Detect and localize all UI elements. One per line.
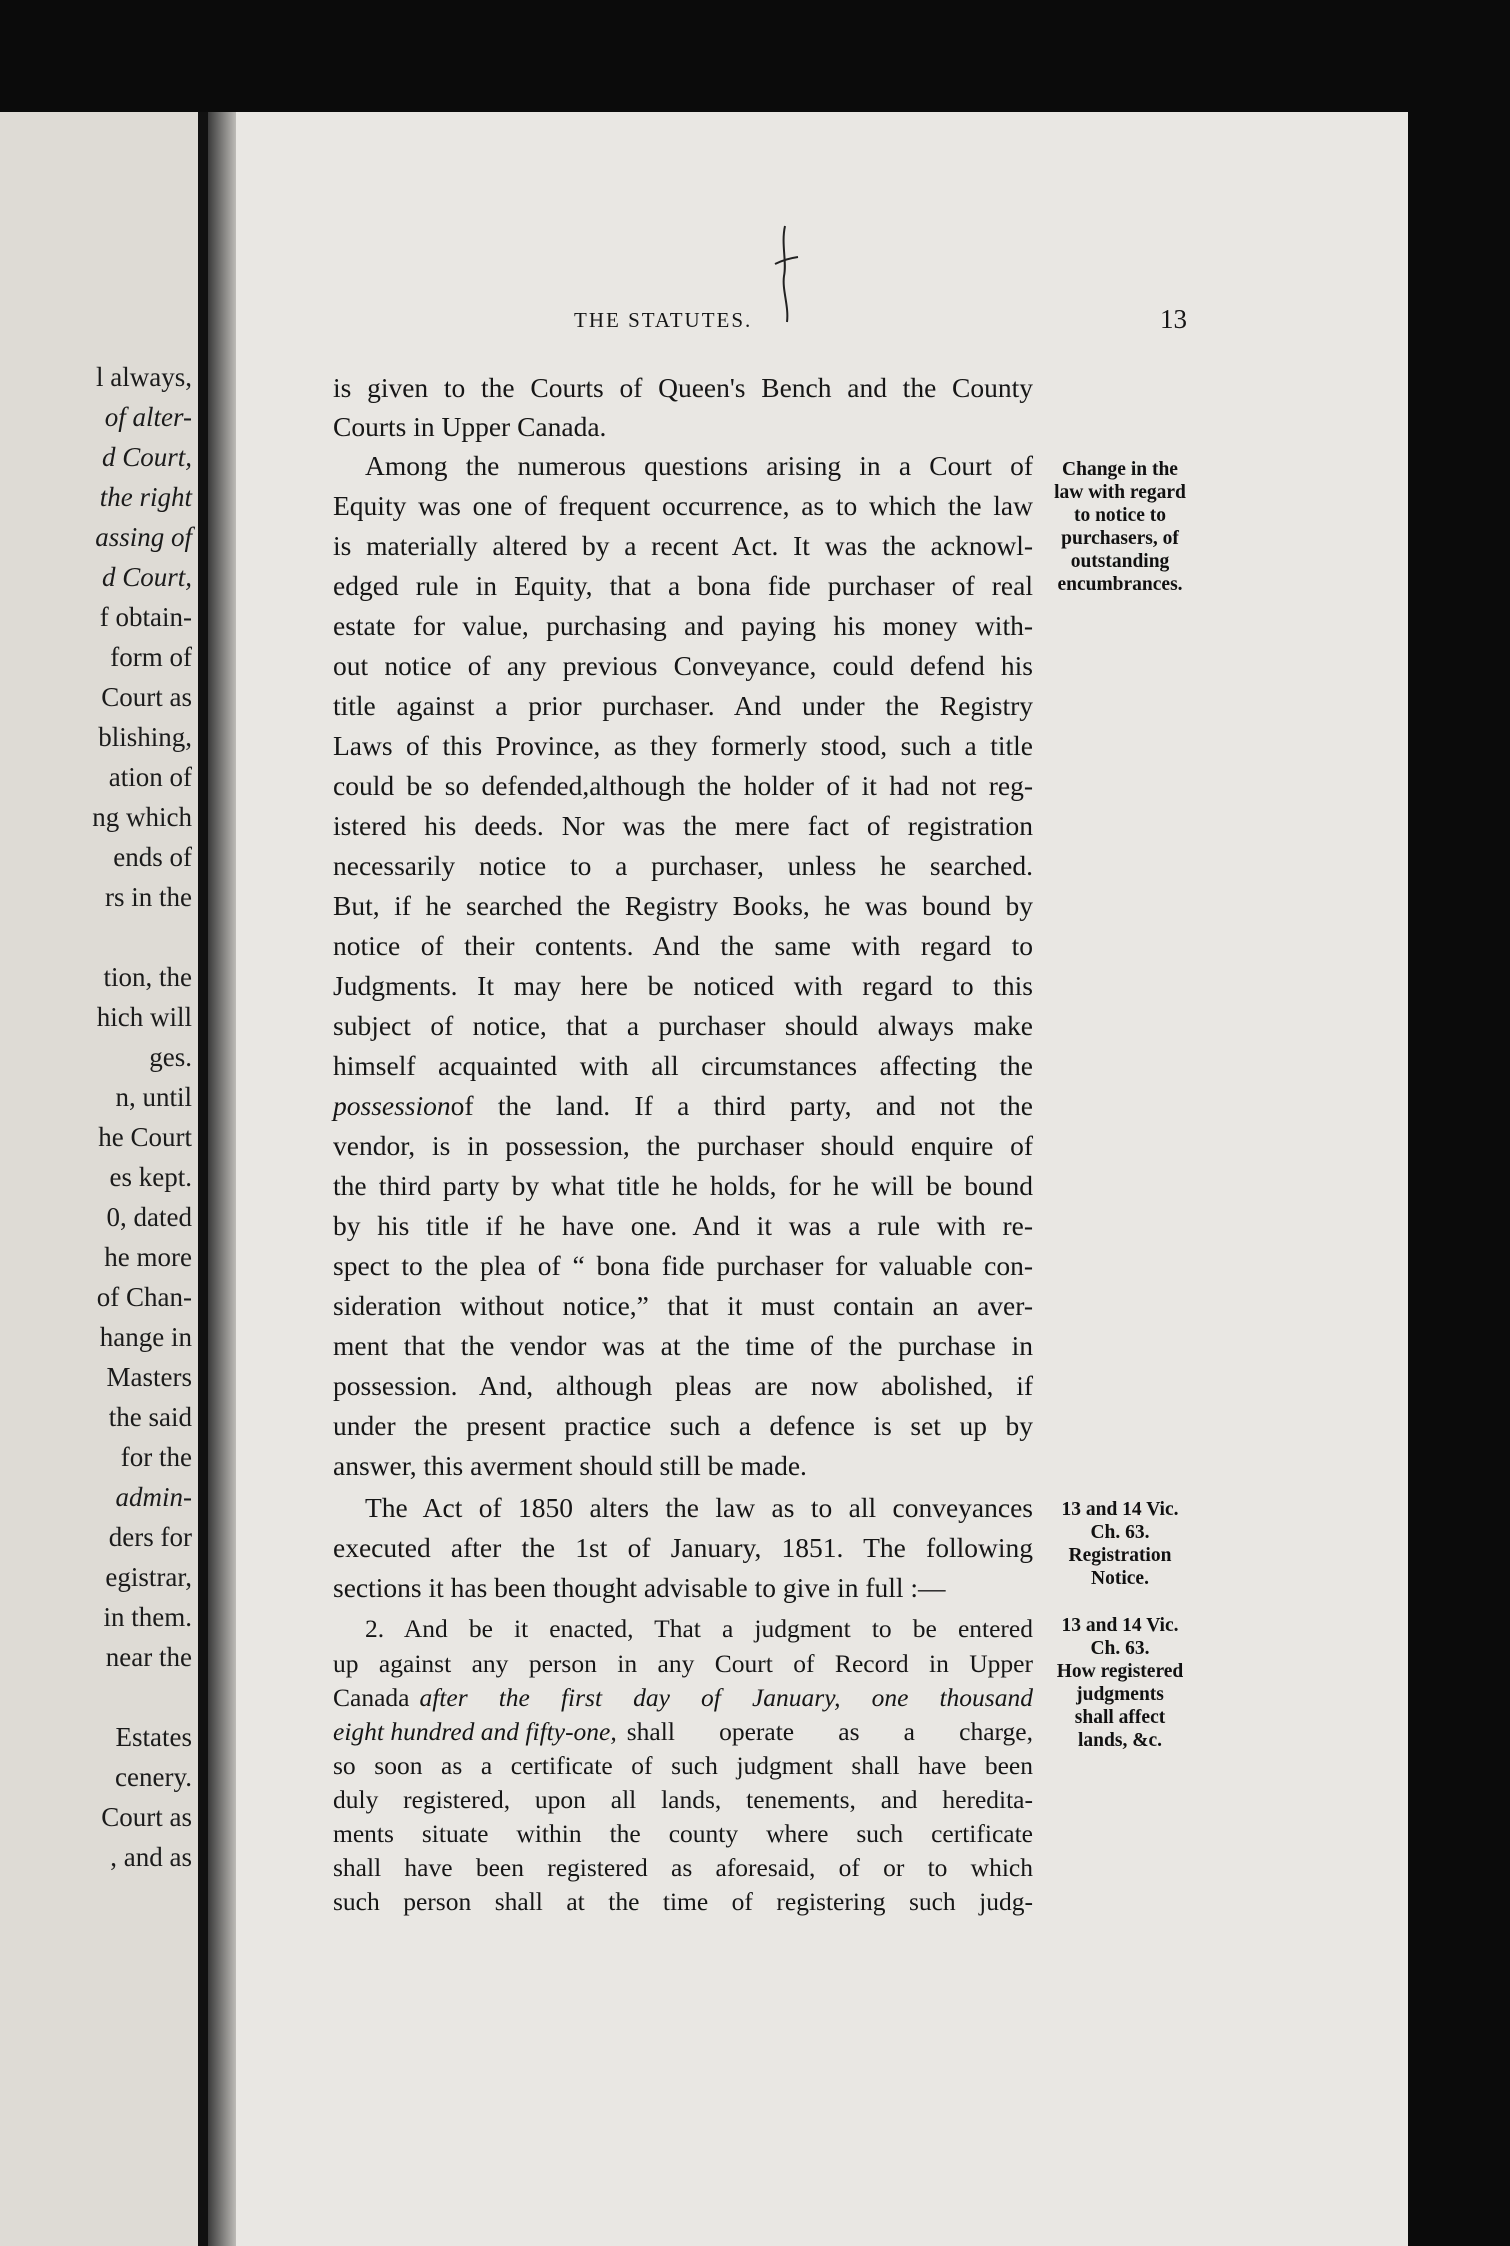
left-page-line: rs in the [105,882,192,912]
body-line: Courts in Upper Canada. [333,411,607,442]
section-line: such person shall at the time of registering such judg- [333,1887,1033,1916]
body-line: answer, this averment should still be made. [333,1450,807,1481]
body-line: The Act of 1850 alters the law as to all conveyances [365,1492,1033,1523]
left-page-line: ng which [92,802,192,832]
left-page-line: cenery. [115,1762,192,1792]
margin-note [1040,1498,1200,1590]
left-page-line: in them. [103,1602,192,1632]
body-line: necessarily notice to a purchaser, unless he searched. [333,850,1033,881]
body-line: But, if he searched the Registry Books, he was bound by [333,890,1033,921]
left-page-line: d Court, [101,442,192,472]
margin-note-line: encumbrances. [1057,574,1183,595]
body-line: out notice of any previous Conveyance, could defend his [333,650,1033,681]
section-line: up against any person in any Court of Record in Upper [333,1649,1033,1678]
left-page-line: the right [99,482,192,512]
body-line: estate for value, purchasing and paying his money with- [333,610,1033,641]
body-line: executed after the 1st of January, 1851. The following [333,1532,1033,1563]
left-page-line: the said [108,1402,192,1432]
left-page-line: ges. [149,1042,192,1072]
body-line: is given to the Courts of Queen's Bench and the County [333,372,1033,403]
margin-note-line: Ch. 63. [1090,1638,1150,1659]
left-page-line: he more [104,1242,192,1272]
left-page-line: d Court, [101,562,192,592]
left-page-line: blishing, [98,722,192,752]
body-line: istered his deeds. Nor was the mere fact of registration [333,810,1033,841]
margin-note-line: law with regard [1054,482,1186,503]
body-line: ment that the vendor was at the time of the purchase in [333,1330,1033,1361]
scan-background [1408,112,1510,2246]
body-line: edged rule in Equity, that a bona fide purchaser of real [333,570,1033,601]
body-line: possession. And, although pleas are now abolished, if [333,1370,1033,1401]
section-text: shall operate as a charge, [626,1717,1033,1746]
left-page-line: tion, the [103,962,192,992]
margin-note [1040,1614,1200,1752]
left-page-line: ders for [108,1522,192,1552]
left-page-line: f obtain- [99,602,192,632]
body-line: Equity was one of frequent occurrence, as to which the law [333,490,1033,521]
body-line: by his title if he have one. And it was a rule with re- [333,1210,1033,1241]
body-line: subject of notice, that a purchaser should always make [333,1010,1033,1041]
left-page-line: Court as [101,682,192,712]
section-text: Canada [333,1683,410,1712]
body-line: sections it has been thought advisable to give in full :— [333,1572,946,1603]
left-page-line: , and as [110,1842,192,1872]
body-line: is materially altered by a recent Act. It was the acknowl- [333,530,1033,561]
body-line: spect to the plea of “ bona fide purchaser for valuable con- [333,1250,1033,1281]
margin-note-line: judgments [1076,1684,1164,1705]
left-page-line: hich will [96,1002,192,1032]
left-page-line: he Court [98,1122,192,1152]
left-page-fragment [0,112,198,2246]
body-line: Laws of this Province, as they formerly stood, such a title [333,730,1033,761]
left-page-line: 0, dated [106,1202,192,1232]
margin-note-line: Registration [1068,1545,1172,1566]
pen-mark-icon [771,224,801,324]
left-page-line: admin- [115,1482,192,1512]
section-line [333,1717,1033,1747]
margin-note-line: to notice to [1073,505,1167,526]
page-number: 13 [1160,304,1187,334]
margin-note-line: shall affect [1074,1707,1166,1728]
body-line [333,1090,1033,1122]
left-page-line: of alter- [104,402,192,432]
section-line [333,1683,1033,1713]
margin-note-line: lands, &c. [1078,1730,1162,1751]
section-line: ments situate within the county where such certificate [333,1819,1033,1848]
body-line-rest: of the land. If a third party, and not the [450,1090,1033,1121]
italic-phrase: after the first day of January, one thousand [419,1683,1033,1712]
left-page-line: near the [105,1642,192,1672]
margin-note-line: purchasers, of [1061,528,1179,549]
margin-note-line: 13 and 14 Vic. [1061,1615,1179,1636]
section-line: so soon as a certificate of such judgment shall have been [333,1751,1033,1780]
body-line: could be so defended,although the holder of it had not reg- [333,770,1033,801]
italic-phrase: eight hundred and fifty-one, [333,1717,617,1746]
left-page-line: n, until [115,1082,192,1112]
body-line: Judgments. It may here be noticed with regard to this [333,970,1033,1001]
body-line: notice of their contents. And the same with regard to [333,930,1033,961]
body-line: vendor, is in possession, the purchaser should enquire of [333,1130,1033,1161]
left-page-line: Masters [106,1362,192,1392]
section-line: duly registered, upon all lands, tenements, and heredita- [333,1785,1033,1814]
margin-note-line: outstanding [1070,551,1170,572]
body-line: under the present practice such a defence is set up by [333,1410,1033,1441]
left-page-line: egistrar, [105,1562,192,1592]
left-page-line: es kept. [109,1162,192,1192]
page-gutter-shadow [208,112,236,2246]
left-page-line: for the [120,1442,192,1472]
margin-note-line: Ch. 63. [1090,1522,1150,1543]
left-page-line: Estates [115,1722,192,1752]
body-line: sideration without notice,” that it must contain an aver- [333,1290,1033,1321]
book-binding [198,112,208,2246]
left-page-line: of Chan- [96,1282,192,1312]
left-page-line: hange in [99,1322,192,1352]
margin-note-line: How registered [1056,1661,1184,1682]
section-line: 2. And be it enacted, That a judgment to be entered [365,1614,1033,1643]
body-line: the third party by what title he holds, for he will be bound [333,1170,1033,1201]
margin-note-line: 13 and 14 Vic. [1061,1499,1179,1520]
margin-note-line: Notice. [1091,1568,1149,1589]
margin-note-line: Change in the [1062,459,1178,480]
section-line: shall have been registered as aforesaid, of or to which [333,1853,1033,1882]
left-page-line: assing of [95,522,192,552]
body-line: himself acquainted with all circumstances affecting the [333,1050,1033,1081]
left-page-line: ation of [108,762,192,792]
body-line: Among the numerous questions arising in a Court of [365,450,1033,481]
italic-word: possession [333,1090,451,1121]
running-title: THE STATUTES. [574,308,753,332]
left-page-line: l always, [96,362,192,392]
left-page-line: ends of [113,842,192,872]
left-page-line: Court as [101,1802,192,1832]
body-line: title against a prior purchaser. And under the Registry [333,690,1033,721]
margin-note [1040,458,1200,596]
left-page-line: form of [110,642,192,672]
